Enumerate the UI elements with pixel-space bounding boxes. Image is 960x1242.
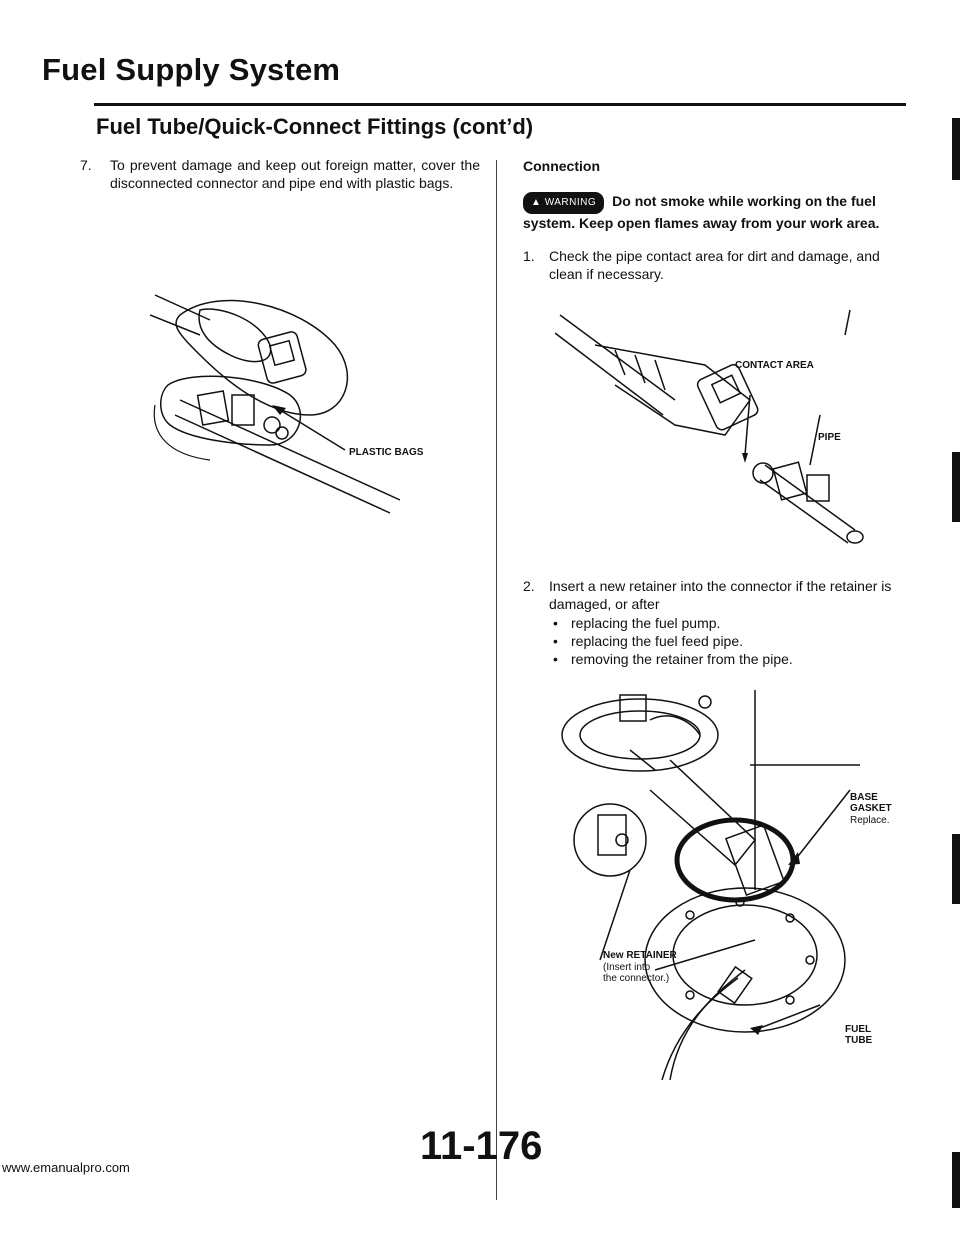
warning-badge xyxy=(523,192,604,214)
label-plastic-bags: PLASTIC BAGS xyxy=(349,447,424,458)
list-item: • replacing the fuel feed pipe. xyxy=(553,633,744,649)
label-new-retainer: New RETAINER xyxy=(603,950,677,961)
section-title: Fuel Tube/Quick-Connect Fittings (cont’d) xyxy=(96,114,534,139)
step-number: 1. xyxy=(523,248,535,264)
website-footer: www.emanualpro.com xyxy=(2,1160,130,1175)
connection-heading: Connection xyxy=(523,158,600,174)
label-insert-1: (Insert into xyxy=(603,962,651,973)
list-item: • removing the retainer from the pipe. xyxy=(553,651,793,667)
edge-tab xyxy=(952,1152,960,1208)
label-fuel: FUEL xyxy=(845,1024,872,1035)
page-number: 11-176 xyxy=(420,1124,543,1168)
step-text: To prevent damage and keep out foreign matter, cover the disconnected connector and pipe end with plastic bags. xyxy=(110,157,480,191)
contact-area-illustration xyxy=(555,305,885,550)
label-pipe: PIPE xyxy=(818,432,841,443)
page-title: Fuel Supply System xyxy=(42,52,341,87)
step-number: 7. xyxy=(80,157,92,173)
column-divider xyxy=(496,160,497,1200)
label-contact-area: CONTACT AREA xyxy=(735,360,814,371)
list-item: • replacing the fuel pump. xyxy=(553,615,721,631)
warning-badge-text: WARNING xyxy=(544,197,597,208)
label-gasket: GASKET xyxy=(850,803,892,814)
step-number: 2. xyxy=(523,578,535,594)
edge-tab xyxy=(952,834,960,904)
fuel-pump-illustration xyxy=(560,690,880,1085)
warning-triangle-icon: ▲ xyxy=(531,197,542,208)
title-rule xyxy=(94,103,906,106)
warning-text: Do not smoke while working on the fuel system. Keep open flames away from your work area. xyxy=(523,193,880,231)
plastic-bags-illustration xyxy=(150,275,490,515)
edge-tab xyxy=(952,452,960,522)
label-insert-2: the connector.) xyxy=(603,973,670,984)
warning-block xyxy=(523,192,893,232)
label-base: BASE xyxy=(850,792,878,803)
step-text: Insert a new retainer into the connector if the retainer is damaged, or after xyxy=(549,578,892,612)
step-text: Check the pipe contact area for dirt and damage, and clean if necessary. xyxy=(549,248,880,282)
edge-tab xyxy=(952,118,960,180)
label-replace: Replace. xyxy=(850,815,890,826)
bullet-list xyxy=(549,614,889,668)
label-tube: TUBE xyxy=(845,1035,873,1046)
